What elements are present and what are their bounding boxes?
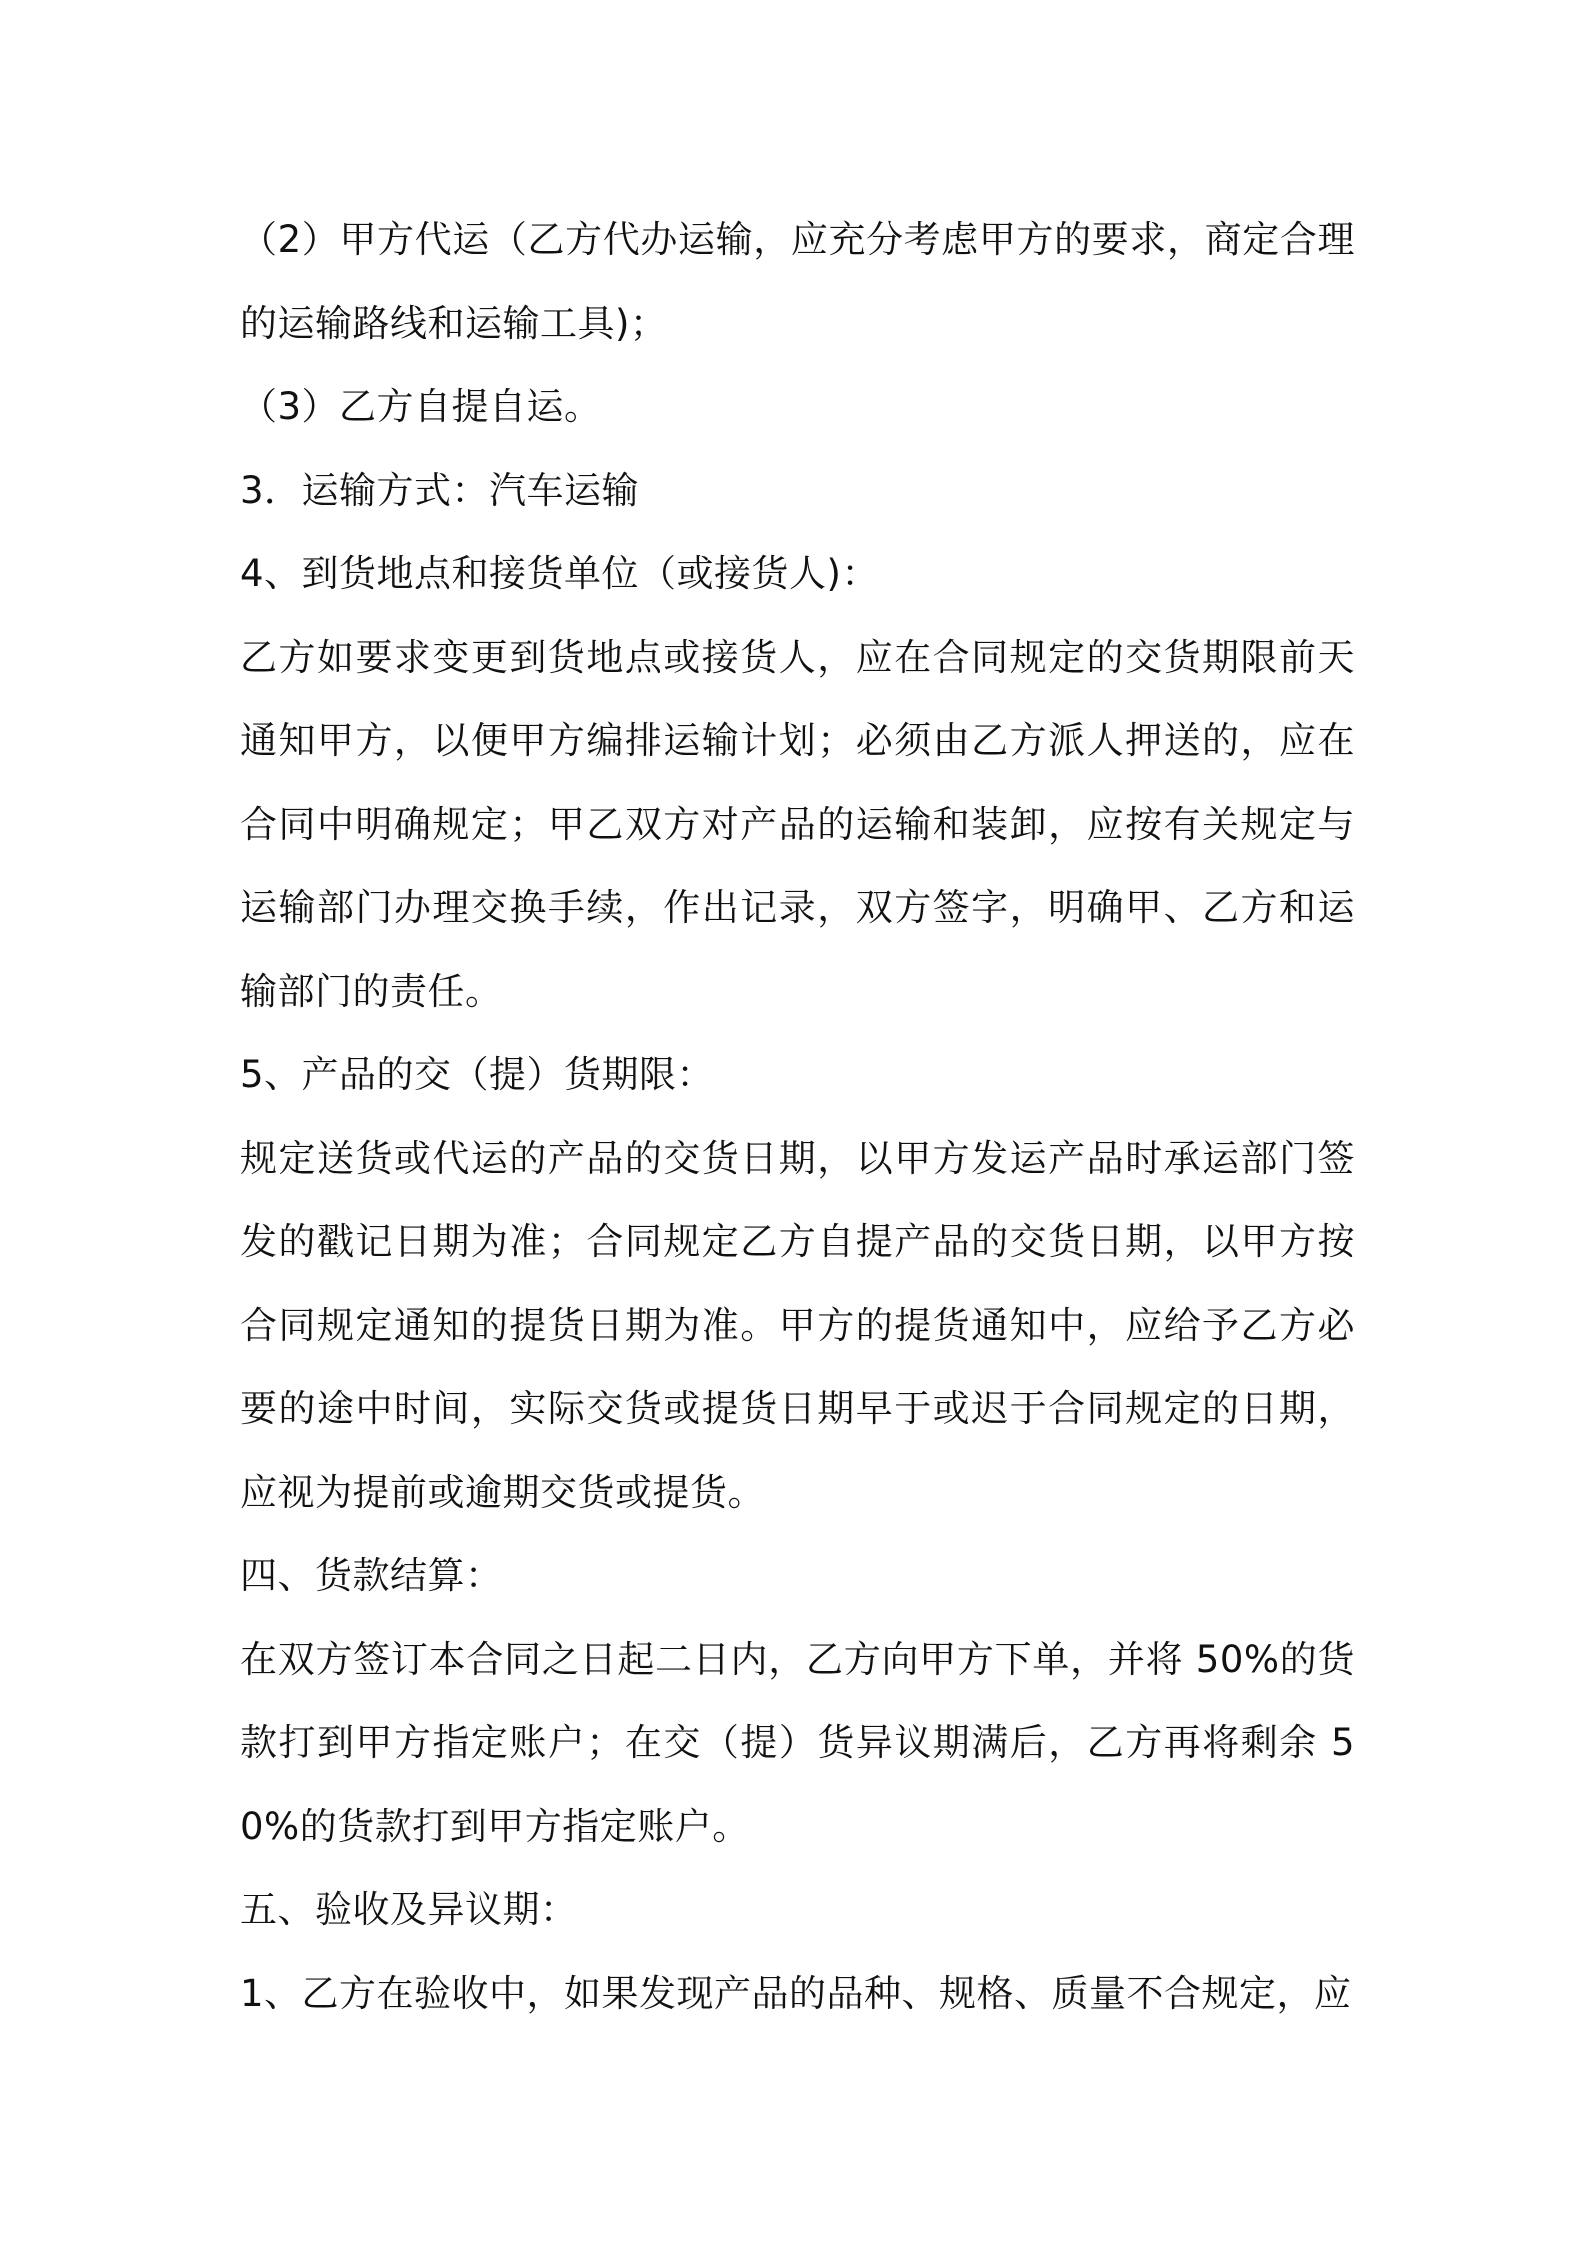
section-5-heading: 5、产品的交（提）货期限： <box>240 1053 715 1096</box>
acceptance-heading: 五、验收及异议期： <box>240 1888 578 1931</box>
clause-3-self-pickup: （3）乙方自提自运。 <box>240 385 602 428</box>
section-5-body: 规定送货或代运的产品的交货日期，以甲方发运产品时承运部门签发的戳记日期为准；合同规定乙方自提产品的交货日期，以甲方按合同规定通知的提货日期为准。甲方的提货通知中，应给予乙方必要的途中时间，实际交货或提货日期早于或迟于合同规定的日期，应视为提前或逾期交货或提货。 <box>240 1136 1355 1514</box>
section-4-body: 乙方如要求变更到货地点或接货人，应在合同规定的交货期限前天通知甲方，以便甲方编排运输计划；必须由乙方派人押送的，应在合同中明确规定；甲乙双方对产品的运输和装卸，应按有关规定与运输部门办理交换手续，作出记录，双方签字，明确甲、乙方和运输部门的责任。 <box>240 635 1355 1013</box>
section-4-heading: 4、到货地点和接货单位（或接货人)： <box>240 552 879 595</box>
payment-settlement-body: 在双方签订本合同之日起二日内，乙方向甲方下单，并将 50%的货款打到甲方指定账户；在交（提）货异议期满后，乙方再将剩余 50%的货款打到甲方指定账户。 <box>240 1637 1355 1848</box>
acceptance-clause-1: 1、乙方在验收中，如果发现产品的品种、规格、质量不合规定，应 <box>240 1971 1352 2015</box>
clause-2-transport-by-party-a: （2）甲方代运（乙方代办运输，应充分考虑甲方的要求，商定合理的运输路线和运输工具)； <box>240 218 1355 345</box>
transport-method-line: 3．运输方式：汽车运输 <box>240 468 640 512</box>
document-body <box>240 198 1355 2035</box>
payment-settlement-heading: 四、货款结算： <box>240 1554 503 1597</box>
